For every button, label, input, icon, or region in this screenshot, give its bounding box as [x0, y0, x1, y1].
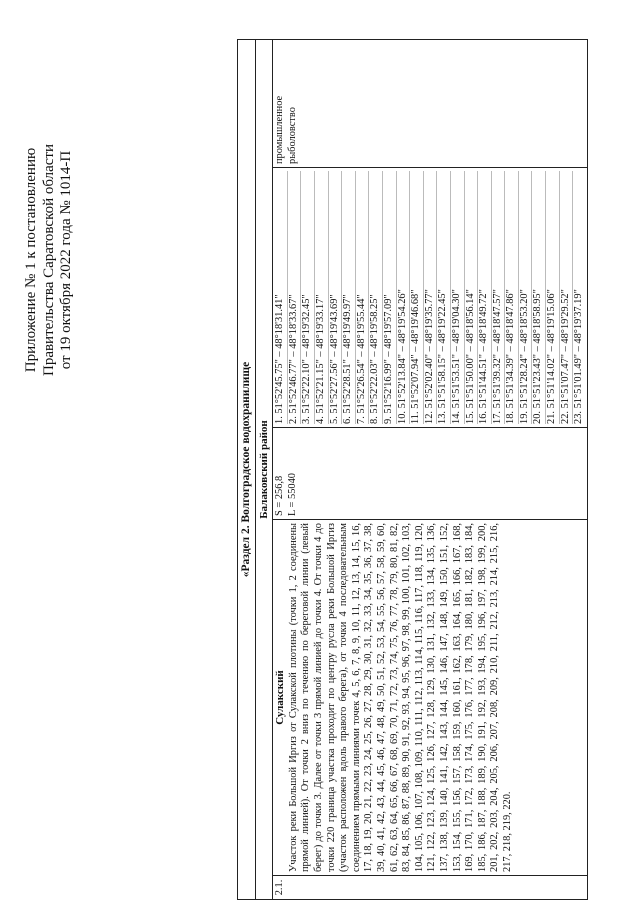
coordinate-item: 1. 51°52'45.75" – 48°18'31.41": [274, 171, 288, 424]
coordinate-item: 9. 51°52'16.99" – 48°19'57.09": [383, 171, 397, 424]
coordinate-item: 18. 51°51'34.39" – 48°18'47.86": [505, 171, 519, 424]
coordinate-item: 7. 51°52'26.54" – 48°19'55.44": [356, 171, 370, 424]
coordinate-item: 12. 51°52'02.40" – 48°19'35.77": [424, 171, 438, 424]
coordinate-item: 14. 51°51'53.51" – 48°19'04.30": [451, 171, 465, 424]
header-line-3: от 19 октября 2022 года № 1014-П: [58, 150, 74, 370]
coordinates-cell: [273, 168, 588, 428]
coordinate-item: 10. 51°52'13.84" – 48°19'54.26": [397, 171, 411, 424]
coordinate-item: 13. 51°51'58.15" – 48°19'22.45": [437, 171, 451, 424]
coordinate-item: 20. 51°51'23.43" – 48°18'58.95": [532, 171, 546, 424]
coordinate-item: 23. 51°51'01.49" – 48°19'37.19": [573, 289, 585, 424]
usage-purpose: промышленное рыболовство: [273, 39, 588, 167]
area-name: Сулакский: [274, 670, 287, 725]
area-length: L = 55040: [286, 473, 298, 516]
area-size: S = 256,8: [274, 475, 286, 516]
fishing-area-table: [237, 39, 588, 900]
coordinate-item: 5. 51°52'27.56" – 48°19'43.69": [329, 171, 343, 424]
header-line-2: Правительства Саратовской области: [40, 143, 57, 377]
area-description: Участок реки Большой Иргиз от Сулакской плотины (точки 1, 2 соединены прямой линией). От точки 2 вниз по течению по береговой линии (левый берег) до точки 3. Далее от точки 3 прямой линией до точки 4. От точки 4 до точки 220 граница участка проходит по центру русла реки Большой Иргиз (участок расположен вдоль правого берега), от точки 4 последовательным соединением прямыми линиями точек 4, 5, 6, 7, 8, 9, 10, 11, 12, 13, 14, 15, 16, 17, 18, 19, 20, 21, 22, 23, 24, 25, 26, 27, 28, 29, 30, 31, 32, 33, 34, 35, 36, 37, 38, 39, 40, 41, 42, 43, 44, 45, 46, 47, 48, 49, 50, 51, 52, 53, 54, 55, 56, 57, 58, 59, 60, 61, 62, 63, 64, 65, 66, 67, 68, 69, 70, 71, 72, 73, 74, 75, 76, 77, 78, 79, 80, 81, 82, 83, 84, 85, 86, 87, 88, 89, 90, 91, 92, 93, 94, 95, 96, 97, 98, 99, 100, 101, 102, 103, 104, 105, 106, 107, 108, 109, 110, 111, 112, 113, 114, 115, 116, 117, 118, 119, 120, 121, 122, 123, 124, 125, 126, 127, 128, 129, 130, 131, 132, 133, 134, 135, 136, 137, 138, 139, 140, 141, 142, 143, 144, 145, 146, 147, 148, 149, 150, 151, 152, 153, 154, 155, 156, 157, 158, 159, 160, 161, 162, 163, 164, 165, 166, 167, 168, 169, 170, 171, 172, 173, 174, 175, 176, 177, 178, 179, 180, 181, 182, 183, 184, 185, 186, 187, 188, 189, 190, 191, 192, 193, 194, 195, 196, 197, 198, 199, 200, 201, 202, 203, 204, 205, 206, 207, 208, 209, 210, 211, 212, 213, 214, 215, 216, 217, 218, 219, 220.: [287, 523, 513, 872]
coordinate-item: 16. 51°51'44.51" – 48°18'49.72": [478, 171, 492, 424]
district-row: [255, 39, 273, 899]
coordinate-item: 21. 51°51'14.02" – 48°19'15.06": [546, 171, 560, 424]
coordinate-item: 17. 51°51'39.32" – 48°18'47.57": [492, 171, 506, 424]
area-description-cell: [273, 520, 588, 876]
district-name: Балаковский район: [255, 39, 273, 899]
section-title-row: [238, 39, 256, 899]
coordinate-item: 22. 51°51'07.47" – 48°19'29.52": [560, 171, 574, 424]
coordinate-item: 2. 51°52'46.77" – 48°18'33.67": [288, 171, 302, 424]
table-row: [273, 39, 588, 899]
coordinate-item: 8. 51°52'22.03" – 48°19'58.25": [369, 171, 383, 424]
coordinate-item: 19. 51°51'28.24" – 48°18'53.20": [519, 171, 533, 424]
coordinate-item: 6. 51°52'28.51" – 48°19'49.97": [342, 171, 356, 424]
coordinate-item: 15. 51°51'50.00" – 48°18'56.14": [465, 171, 479, 424]
area-size-cell: [273, 428, 588, 520]
coordinate-item: 3. 51°52'22.10" – 48°19'32.45": [301, 171, 315, 424]
section-title: «Раздел 2. Волгоградское водохранилище: [238, 39, 256, 899]
coordinate-item: 11. 51°52'07.94" – 48°19'46.68": [410, 171, 424, 424]
rotated-landscape-content: [15, 20, 625, 900]
appendix-header: [23, 60, 76, 460]
header-line-1: Приложение № 1 к постановлению: [23, 147, 39, 373]
coordinate-item: 4. 51°52'21.15" – 48°19'33.17": [315, 171, 329, 424]
row-number: 2.1.: [273, 876, 588, 900]
